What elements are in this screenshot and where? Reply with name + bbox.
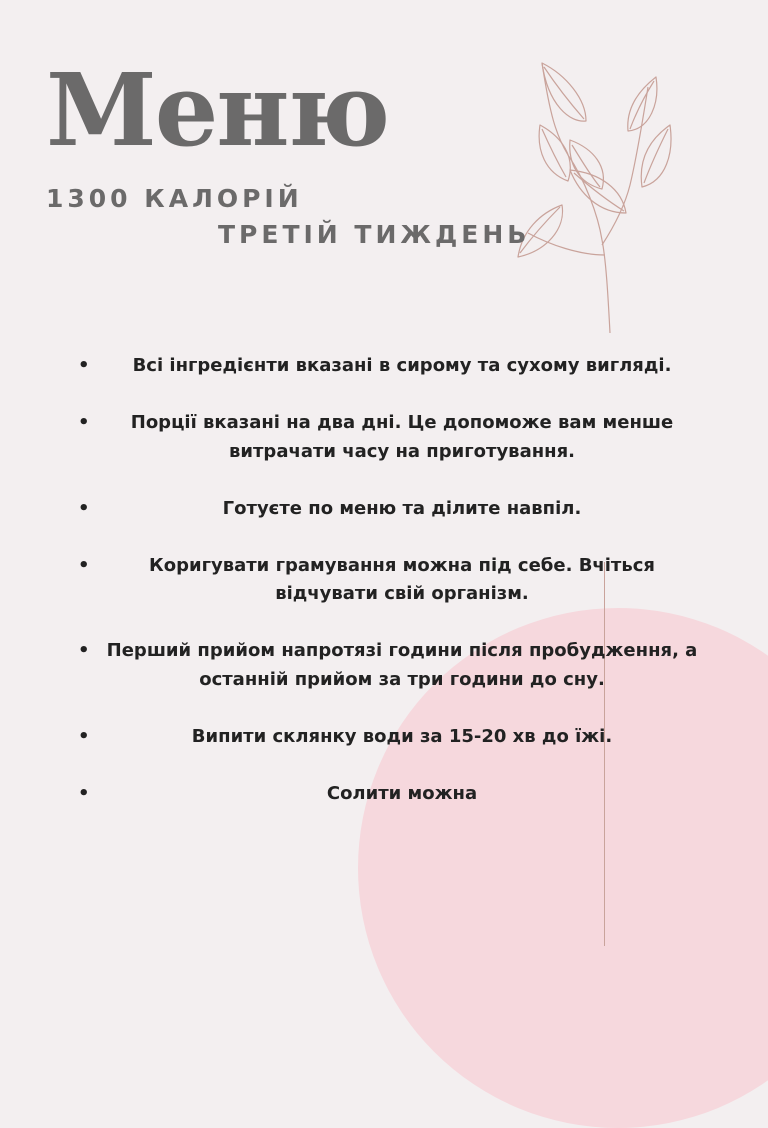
note-text: Всі інгредієнти вказані в сирому та сухому вигляді. — [132, 355, 672, 376]
note-text: Порції вказані на два дні. Це допоможе вам менше витрачати часу на приготування. — [130, 412, 674, 462]
bullet-icon: • — [78, 355, 90, 376]
note-item — [72, 495, 708, 524]
page-title: Меню — [46, 51, 389, 169]
leaf-branch-icon — [510, 55, 680, 335]
bullet-icon: • — [78, 412, 90, 433]
notes-list — [72, 352, 708, 837]
subtitle-calories: 1300 КАЛОРІЙ — [46, 184, 303, 213]
subtitle-week: ТРЕТІЙ ТИЖДЕНЬ — [218, 220, 531, 249]
note-text: Коригувати грамування можна під себе. Вчіться відчувати свій організм. — [149, 554, 655, 604]
note-item — [72, 409, 708, 466]
note-text: Солити можна — [326, 782, 478, 804]
note-item — [72, 352, 708, 381]
note-item — [72, 552, 708, 609]
bullet-icon: • — [78, 640, 90, 661]
note-text: Готуєте по меню та ділите навпіл. — [222, 497, 582, 519]
note-text: Випити склянку води за 15-20 хв до їжі. — [191, 725, 613, 747]
bullet-icon: • — [78, 782, 90, 804]
bullet-icon: • — [78, 497, 90, 519]
note-item — [72, 723, 708, 752]
note-item — [72, 637, 708, 694]
bullet-icon: • — [78, 554, 90, 576]
bullet-icon: • — [78, 725, 90, 747]
note-item — [72, 780, 708, 809]
note-text: Перший прийом напротязі години після пробудження, а останній прийом за три години до сну. — [106, 640, 698, 690]
